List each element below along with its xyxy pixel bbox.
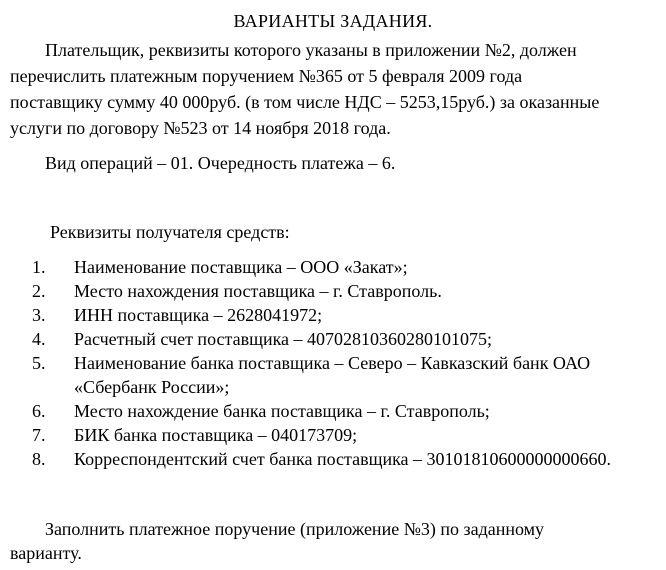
list-item-text: ИНН поставщика – 2628041972; bbox=[74, 305, 323, 325]
list-item-number: 1. bbox=[32, 257, 46, 277]
closing-line-1: Заполнить платежное поручение (приложение №3) по заданному bbox=[45, 519, 545, 539]
list-item-text: Расчетный счет поставщика – 40702810360280101075; bbox=[74, 329, 493, 349]
list-item-text: Место нахождение банка поставщика – г. Ставрополь; bbox=[74, 401, 490, 421]
operation-line: Вид операций – 01. Очередность платежа – 6. bbox=[45, 153, 396, 173]
intro-line-4: услуги по договору №523 от 14 ноября 2018 года. bbox=[10, 118, 391, 138]
list-item-number: 6. bbox=[32, 401, 46, 421]
list-item-text: Место нахождения поставщика – г. Ставрополь. bbox=[74, 281, 442, 301]
list-item-text: Наименование банка поставщика – Северо – Кавказский банк ОАО bbox=[74, 353, 591, 373]
document-title: ВАРИАНТЫ ЗАДАНИЯ. bbox=[233, 11, 433, 31]
closing-line-2: варианту. bbox=[10, 543, 82, 563]
list-item-number: 8. bbox=[32, 449, 46, 469]
requisites-heading: Реквизиты получателя средств: bbox=[50, 222, 290, 242]
list-item-text: Наименование поставщика – ООО «Закат»; bbox=[74, 257, 408, 277]
list-item-text: БИК банка поставщика – 040173709; bbox=[74, 425, 358, 445]
intro-line-1: Плательщик, реквизиты которого указаны в приложении №2, должен bbox=[45, 40, 577, 60]
intro-line-2: перечислить платежным поручением №365 от 5 февраля 2009 года bbox=[10, 66, 523, 86]
list-item-number: 7. bbox=[32, 425, 46, 445]
list-item-text: Корреспондентский счет банка поставщика – 30101810600000000660. bbox=[74, 449, 612, 469]
list-item-number: 4. bbox=[32, 329, 46, 349]
intro-line-3: поставщику сумму 40 000руб. (в том числе НДС – 5253,15руб.) за оказанные bbox=[10, 92, 600, 112]
list-item-text-continuation: «Сбербанк России»; bbox=[74, 377, 230, 397]
list-item-number: 3. bbox=[32, 305, 46, 325]
list-item-number: 2. bbox=[32, 281, 46, 301]
list-item-number: 5. bbox=[32, 353, 46, 373]
